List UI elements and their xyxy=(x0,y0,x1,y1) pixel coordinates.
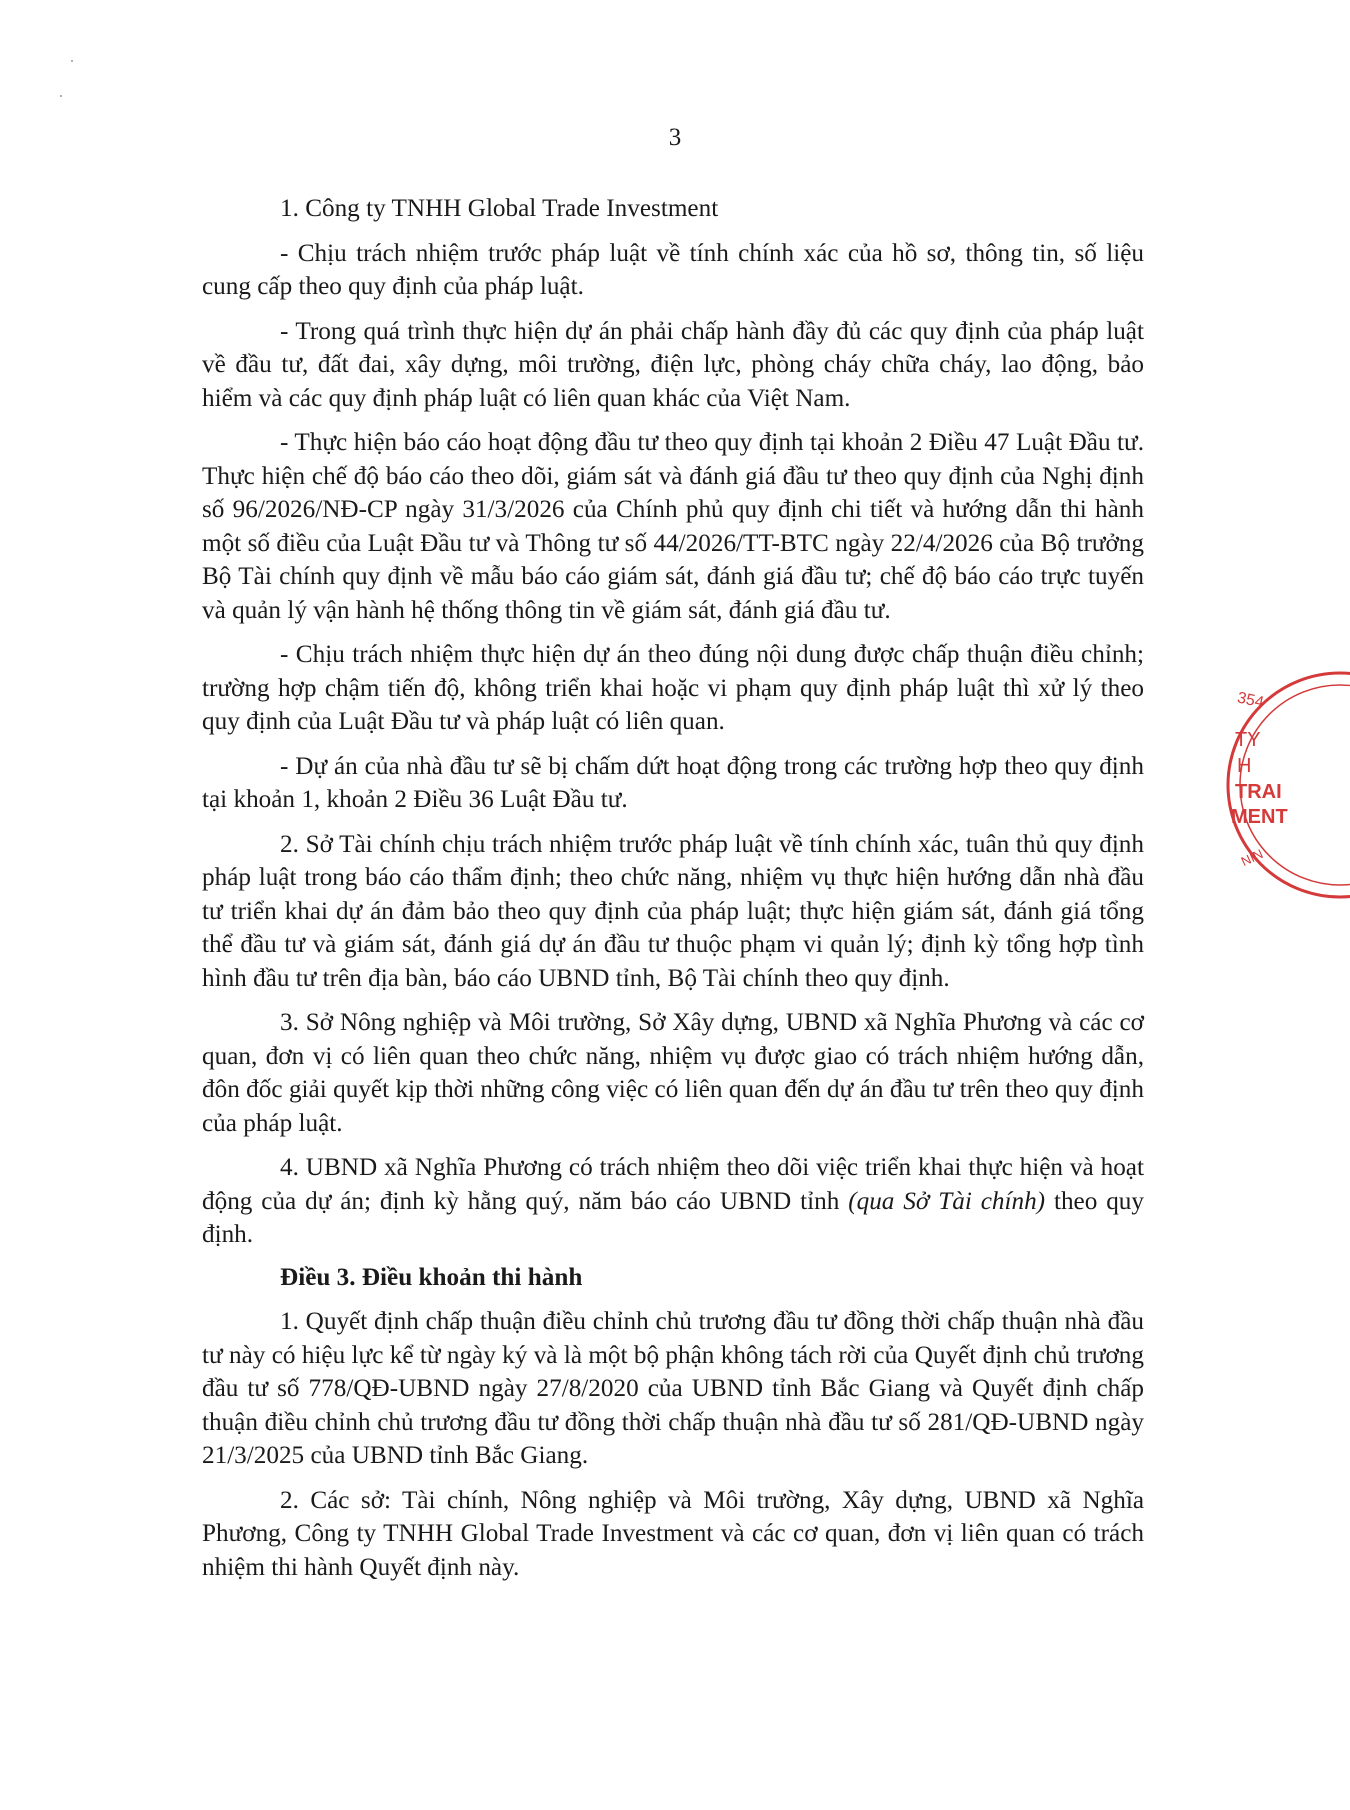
company-seal xyxy=(1225,665,1288,905)
article-3-heading: Điều 3. Điều khoản thi hành xyxy=(280,1263,583,1291)
paragraph-reporting: - Thực hiện báo cáo hoạt động đầu tư theo quy định tại khoản 2 Điều 47 Luật Đầu tư. Thực hiện chế độ báo cáo theo dõi, giám sát và đánh giá đầu tư theo quy định của Nghị định số 96/2026/NĐ-CP ngày 31/3/2026 của Chính phủ quy định chi tiết và hướng dẫn thi hành một số điều của Luật Đầu tư và Thông tư số 44/2026/TT-BTC ngày 22/4/2026 của Bộ trưởng Bộ Tài chính quy định về mẫu báo cáo giám sát, đánh giá đầu tư; chế độ báo cáo trực tuyến và quản lý vận hành hệ thống thông tin về giám sát, đánh giá đầu tư. xyxy=(202,429,1144,624)
seal-text-nin: NIN xyxy=(1238,846,1266,870)
paragraph-company-heading: 1. Công ty TNHH Global Trade Investment xyxy=(280,195,719,222)
paragraph-commune-ubnd xyxy=(202,1151,1144,1252)
paragraph-termination: - Dự án của nhà đầu tư sẽ bị chấm dứt hoạt động trong các trường hợp theo quy định tại khoản 1, khoản 2 Điều 36 Luật Đầu tư. xyxy=(202,752,1144,813)
paragraph-other-departments: 3. Sở Nông nghiệp và Môi trường, Sở Xây dựng, UBND xã Nghĩa Phương và các cơ quan, đơn vị có liên quan theo chức năng, nhiệm vụ được giao có trách nhiệm hướng dẫn, đôn đốc giải quyết kịp thời những công việc có liên quan đến dự án đầu tư trên theo quy định của pháp luật. xyxy=(202,1009,1144,1137)
paragraph-compliance: - Trong quá trình thực hiện dự án phải chấp hành đầy đủ các quy định của pháp luật về đầu tư, đất đai, xây dựng, môi trường, điện lực, phòng cháy chữa cháy, lao động, bảo hiểm và các quy định pháp luật có liên quan khác của Việt Nam. xyxy=(202,317,1144,412)
paragraph-responsibility-accuracy: - Chịu trách nhiệm trước pháp luật về tính chính xác của hồ sơ, thông tin, số liệu cung cấp theo quy định của pháp luật. xyxy=(202,239,1144,300)
seal-text-number: 354 xyxy=(1235,689,1266,712)
commune-text-end: theo quy định. xyxy=(202,1187,1144,1248)
scan-speck xyxy=(71,60,73,62)
paragraph-implementation: - Chịu trách nhiệm thực hiện dự án theo đúng nội dung được chấp thuận điều chỉnh; trường hợp chậm tiến độ, không triển khai hoặc vi phạm quy định pháp luật thì xử lý theo quy định của Luật Đầu tư và pháp luật có liên quan. xyxy=(202,641,1144,735)
seal-text-h: H xyxy=(1237,755,1252,777)
paragraph-execution: 2. Các sở: Tài chính, Nông nghiệp và Môi trường, Xây dựng, UBND xã Nghĩa Phương, Công ty TNHH Global Trade Investment và các cơ quan, đơn vị liên quan có trách nhiệm thi hành Quyết định này. xyxy=(202,1486,1144,1581)
page-number: 3 xyxy=(668,124,682,151)
seal-text-ment: MENT xyxy=(1231,806,1288,828)
document-body xyxy=(202,192,1144,1584)
commune-text-italic: (qua Sở Tài chính) xyxy=(848,1187,1046,1215)
seal-text-trai: TRAI xyxy=(1235,781,1282,803)
paragraph-effective-date: 1. Quyết định chấp thuận điều chỉnh chủ trương đầu tư đồng thời chấp thuận nhà đầu tư này có hiệu lực kể từ ngày ký và là một bộ phận không tách rời của Quyết định chủ trương đầu tư số 778/QĐ-UBND ngày 27/8/2020 của UBND tỉnh Bắc Giang và Quyết định chấp thuận điều chỉnh chủ trương đầu tư đồng thời chấp thuận nhà đầu tư số 281/QĐ-UBND ngày 21/3/2025 của UBND tỉnh Bắc Giang. xyxy=(202,1308,1144,1469)
commune-text: 4. UBND xã Nghĩa Phương có trách nhiệm theo dõi việc triển khai thực hiện và hoạt động của dự án; định kỳ hằng quý, năm báo cáo UBND tỉnh xyxy=(202,1154,1144,1215)
paragraph-finance-department: 2. Sở Tài chính chịu trách nhiệm trước pháp luật về tính chính xác, tuân thủ quy định pháp luật trong báo cáo thẩm định; theo chức năng, nhiệm vụ thực hiện hướng dẫn nhà đầu tư triển khai dự án đảm bảo theo quy định của pháp luật; thực hiện giám sát, đánh giá tổng thể đầu tư và giám sát, đánh giá dự án đầu tư thuộc phạm vi quản lý; định kỳ tổng hợp tình hình đầu tư trên địa bàn, báo cáo UBND tỉnh, Bộ Tài chính theo quy định. xyxy=(202,830,1144,992)
seal-text-ty: TY xyxy=(1235,729,1261,751)
scan-speck xyxy=(60,95,62,97)
